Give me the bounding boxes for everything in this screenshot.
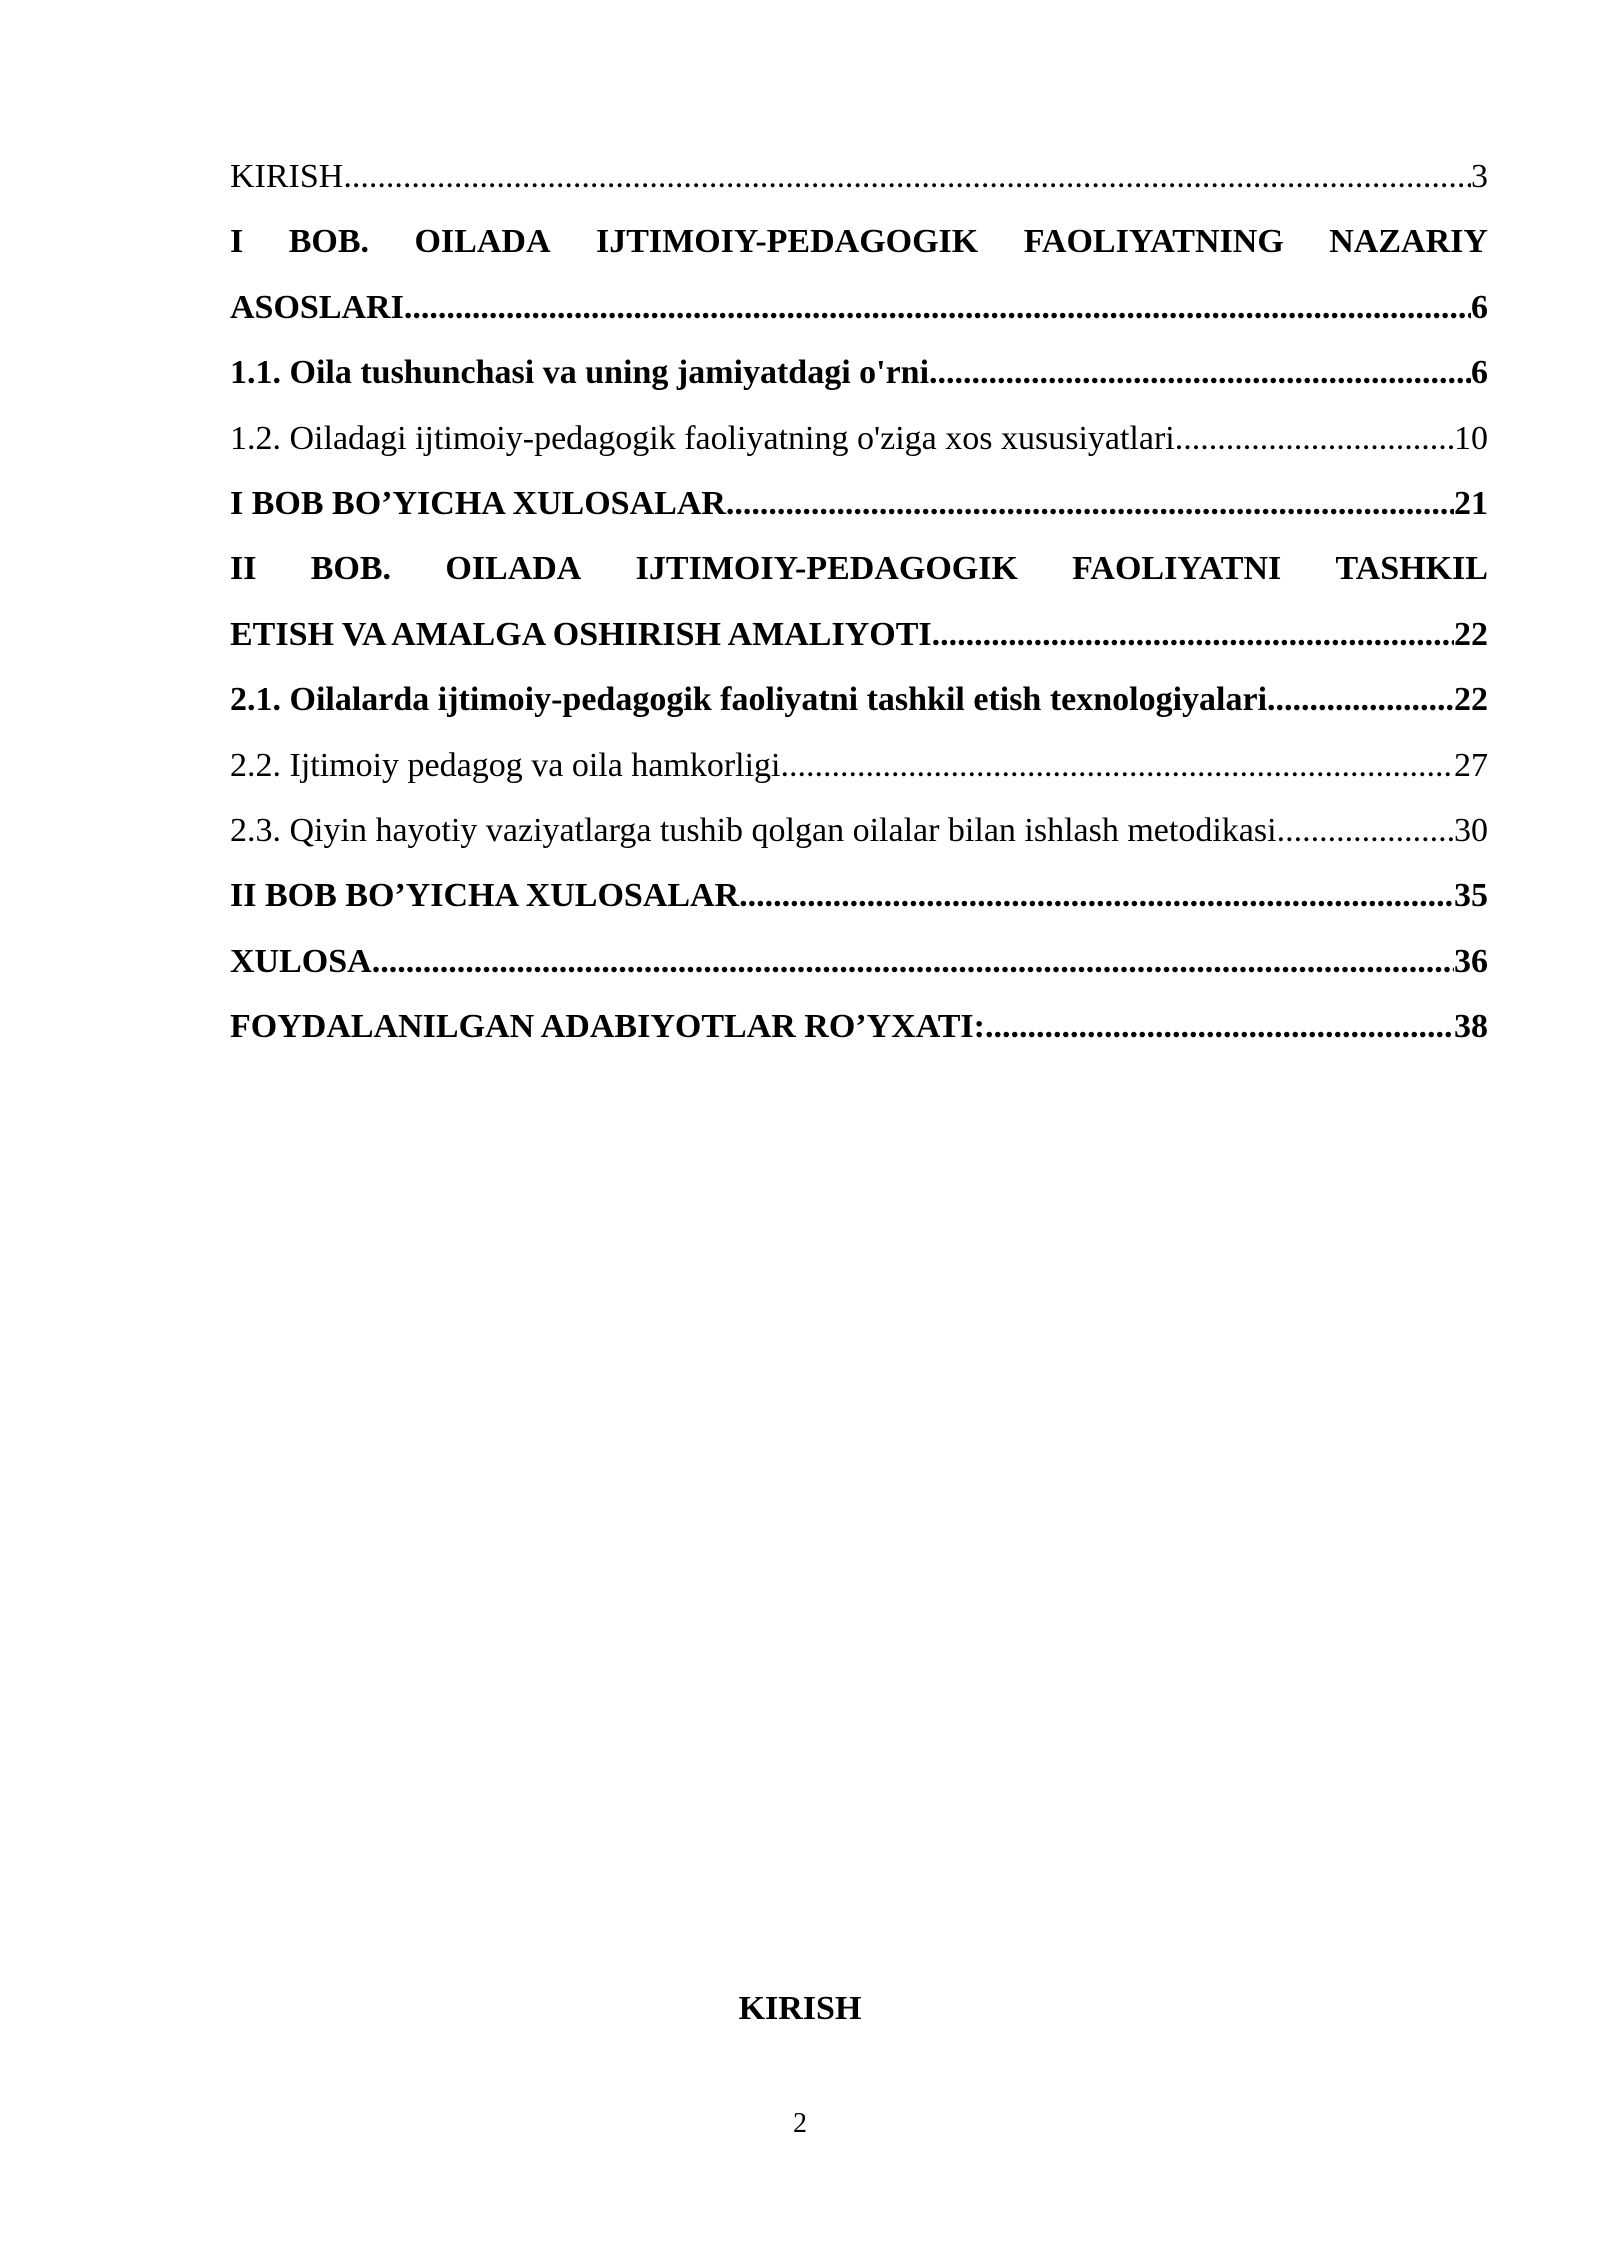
toc-entry-page: 6	[1471, 288, 1488, 326]
dot-leader	[929, 340, 1471, 405]
toc-entry-page: 10	[1454, 419, 1488, 457]
toc-entry-title: KIRISH	[230, 158, 344, 195]
toc-entry-chapter-2-line-1[interactable]	[230, 536, 1488, 601]
toc-entry-chapter-2-conclusions[interactable]	[230, 863, 1488, 928]
toc-entry-chapter-2-line-2[interactable]	[230, 602, 1488, 667]
toc-entry-chapter-1-line-1[interactable]	[230, 209, 1488, 274]
toc-entry-page: 21	[1454, 484, 1488, 522]
dot-leader	[1267, 667, 1454, 732]
toc-heading-word: IJTIMOIY-PEDAGOGIK	[595, 223, 979, 261]
toc-heading-word: IJTIMOIY-PEDAGOGIK	[635, 550, 1018, 588]
toc-entry-page: 3	[1471, 158, 1488, 195]
toc-entry-chapter-1-line-2[interactable]	[230, 275, 1488, 340]
toc-entry-bibliography[interactable]	[230, 994, 1488, 1059]
toc-heading-word: NAZARIY	[1329, 223, 1488, 261]
toc-entry-title: 1.1. Oila tushunchasi va uning jamiyatdagi o'rni	[230, 354, 930, 392]
dot-leader	[372, 929, 1454, 994]
section-heading: KIRISH	[738, 1990, 862, 2027]
toc-entry-title: XULOSA	[230, 942, 372, 980]
toc-entry-title: 1.2. Oiladagi ijtimoiy-pedagogik faoliyatning o'ziga xos xususiyatlari	[230, 419, 1175, 457]
toc-entry-page: 35	[1454, 877, 1488, 915]
toc-entry-page: 36	[1454, 942, 1488, 980]
toc-heading-word: BOB.	[310, 550, 392, 588]
toc-entry-page: 38	[1454, 1008, 1488, 1046]
toc-entry-page: 6	[1471, 354, 1488, 392]
toc-heading-word: FAOLIYATNING	[1023, 223, 1284, 261]
toc-entry-title: 2.3. Qiyin hayotiy vaziyatlarga tushib qolgan oilalar bilan ishlash metodikasi	[230, 811, 1277, 849]
dot-leader	[932, 602, 1454, 667]
toc-entry-xulosa[interactable]	[230, 929, 1488, 994]
toc-entry-section-2-2[interactable]	[230, 733, 1488, 798]
toc-heading-word: II	[230, 550, 257, 588]
dot-leader	[726, 471, 1454, 536]
toc-entry-title: ASOSLARI	[230, 288, 404, 326]
toc-entry-title: II BOB BO’YICHA XULOSALAR	[230, 877, 740, 915]
toc-heading-word: OILADA	[445, 550, 582, 588]
toc-entry-kirish[interactable]	[230, 144, 1488, 209]
dot-leader	[739, 863, 1454, 928]
page-number: 2	[793, 2108, 807, 2139]
toc-entry-title: 2.1. Oilalarda ijtimoiy-pedagogik faoliyatni tashkil etish texnologiyalari	[230, 681, 1268, 719]
dot-leader	[404, 275, 1471, 340]
toc-heading-word: OILADA	[414, 223, 551, 261]
toc-entry-section-2-1[interactable]	[230, 667, 1488, 732]
toc-entry-page: 22	[1454, 615, 1488, 653]
toc-entry-title: ETISH VA AMALGA OSHIRISH AMALIYOTI	[230, 615, 932, 653]
toc-entry-title: 2.2. Ijtimoiy pedagog va oila hamkorligi	[230, 746, 781, 784]
dot-leader	[1175, 406, 1454, 471]
toc-entry-page: 27	[1454, 746, 1488, 784]
toc-entry-title: I BOB BO’YICHA XULOSALAR	[230, 484, 726, 522]
toc-entry-section-2-3[interactable]	[230, 798, 1488, 863]
toc-heading-word: BOB.	[288, 223, 370, 261]
dot-leader	[343, 144, 1471, 209]
table-of-contents	[230, 144, 1488, 1059]
toc-heading-word: TASHKIL	[1335, 550, 1488, 588]
toc-entry-section-1-1[interactable]	[230, 340, 1488, 405]
toc-heading-word: FAOLIYATNI	[1072, 550, 1282, 588]
dot-leader	[985, 994, 1454, 1059]
dot-leader	[781, 733, 1454, 798]
toc-heading-word: I	[230, 223, 244, 261]
toc-entry-page: 22	[1454, 681, 1488, 719]
toc-entry-section-1-2[interactable]	[230, 406, 1488, 471]
toc-entry-title: FOYDALANILGAN ADABIYOTLAR RO’YXATI:	[230, 1008, 985, 1046]
dot-leader	[1277, 798, 1454, 863]
toc-entry-page: 30	[1454, 811, 1488, 849]
toc-entry-chapter-1-conclusions[interactable]	[230, 471, 1488, 536]
